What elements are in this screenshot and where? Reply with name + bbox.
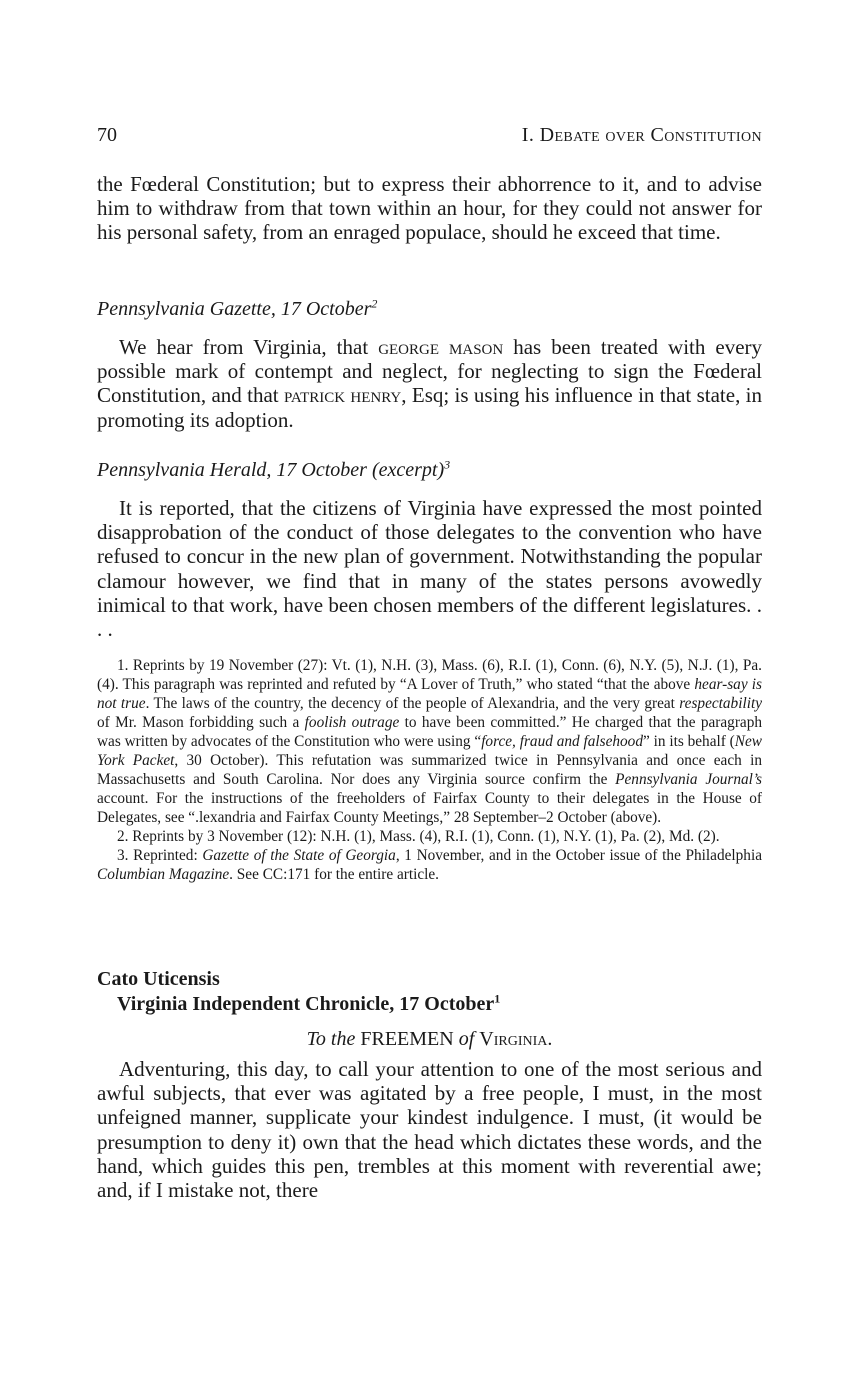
person-name: patrick henry xyxy=(283,383,402,408)
gazette-text: , Esq; is using his influence in that state, in promoting its adoption. xyxy=(97,383,762,432)
herald-paragraph: It is reported, that the citizens of Virginia have expressed the most pointed disapprobation of the conduct of those delegates to the convention who have refused to concur in the new plan of government. Notwithstanding the popular clamour however, we find that in many of the states persons avowedly inimical to that work, have been chosen members of the different legislatures. . . . xyxy=(97,496,762,642)
page-header xyxy=(97,124,762,150)
footnotes xyxy=(97,656,762,884)
gazette-text: We hear from Virginia, that xyxy=(119,335,379,359)
herald-source-heading xyxy=(97,459,762,482)
cato-paragraph: Adventuring, this day, to call your attention to one of the most serious and awful subjects, that ever was agitated by a free people, I must, in the most unfeigned manner, supplicate your kindest indulgence. I must, (it would be presumption to deny it) own that the head which dictates these words, and the hand, which guides this pen, trembles at this moment with reverential awe; and, if I mistake not, there xyxy=(97,1057,762,1203)
salutation: To the FREEMEN of Virginia. xyxy=(306,1028,553,1050)
gazette-source: Pennsylvania Gazette, 17 October xyxy=(97,298,372,320)
gazette-note-ref: 2 xyxy=(371,296,378,311)
cato-title: Cato Uticensis xyxy=(97,968,220,990)
chronicle-heading xyxy=(117,993,500,1016)
gazette-paragraph xyxy=(97,335,762,432)
intro-paragraph: the Fœderal Constitution; but to express their abhorrence to it, and to advise him to withdraw from that town within an hour, for they could not answer for his personal safety, from an enraged populace, should he exceed that time. xyxy=(97,172,762,245)
running-title: I. Debate over Constitution xyxy=(521,124,762,146)
gazette-text: has been treated with every possible mark of contempt and neglect, for neglecting to sign the Fœderal Constitution, and that xyxy=(97,335,763,408)
footnote-1: 1. Reprints by 19 November (27): Vt. (1), N.H. (3), Mass. (6), R.I. (1), Conn. (6), N.Y. (5), N.J. (1), Pa. (4). This paragraph was reprinted and refuted by “A Lover of Truth,” who stated “that the above hear-say is not true. The laws of the country, the decency of the people of Alexandria, and the very great respectability of Mr. Mason forbidding such a foolish outrage to have been committed.” He charged that the paragraph was written by advocates of the Constitution who were using “force, fraud and falsehood” in its behalf (New York Packet, 30 October). This refutation was summarized twice in Pennsylvania and once each in Massachusetts and South Carolina. Nor does any Virginia source confirm the Pennsylvania Journal’s account. For the instructions of the freeholders of Fairfax County to their delegates in the House of Delegates, see “.lexandria and Fairfax County Meetings,” 28 September–2 October (above). xyxy=(97,657,763,826)
footnote-3: 3. Reprinted: Gazette of the State of Georgia, 1 November, and in the October issue of the Philadelphia Columbian Magazine. See CC:171 for the entire article. xyxy=(97,847,762,883)
chronicle-source: Virginia Independent Chronicle, 17 October xyxy=(117,993,495,1015)
herald-note-ref: 3 xyxy=(444,457,451,472)
page-number: 70 xyxy=(97,124,117,146)
chronicle-note-ref: 1 xyxy=(494,991,501,1006)
person-name: george mason xyxy=(378,335,504,359)
gazette-source-heading xyxy=(97,298,762,321)
footnote-2: 2. Reprints by 3 November (12): N.H. (1), Mass. (4), R.I. (1), Conn. (1), N.Y. (1), Pa. (2), Md. (2). xyxy=(117,828,720,845)
herald-source: Pennsylvania Herald, 17 October (excerpt) xyxy=(97,459,445,481)
